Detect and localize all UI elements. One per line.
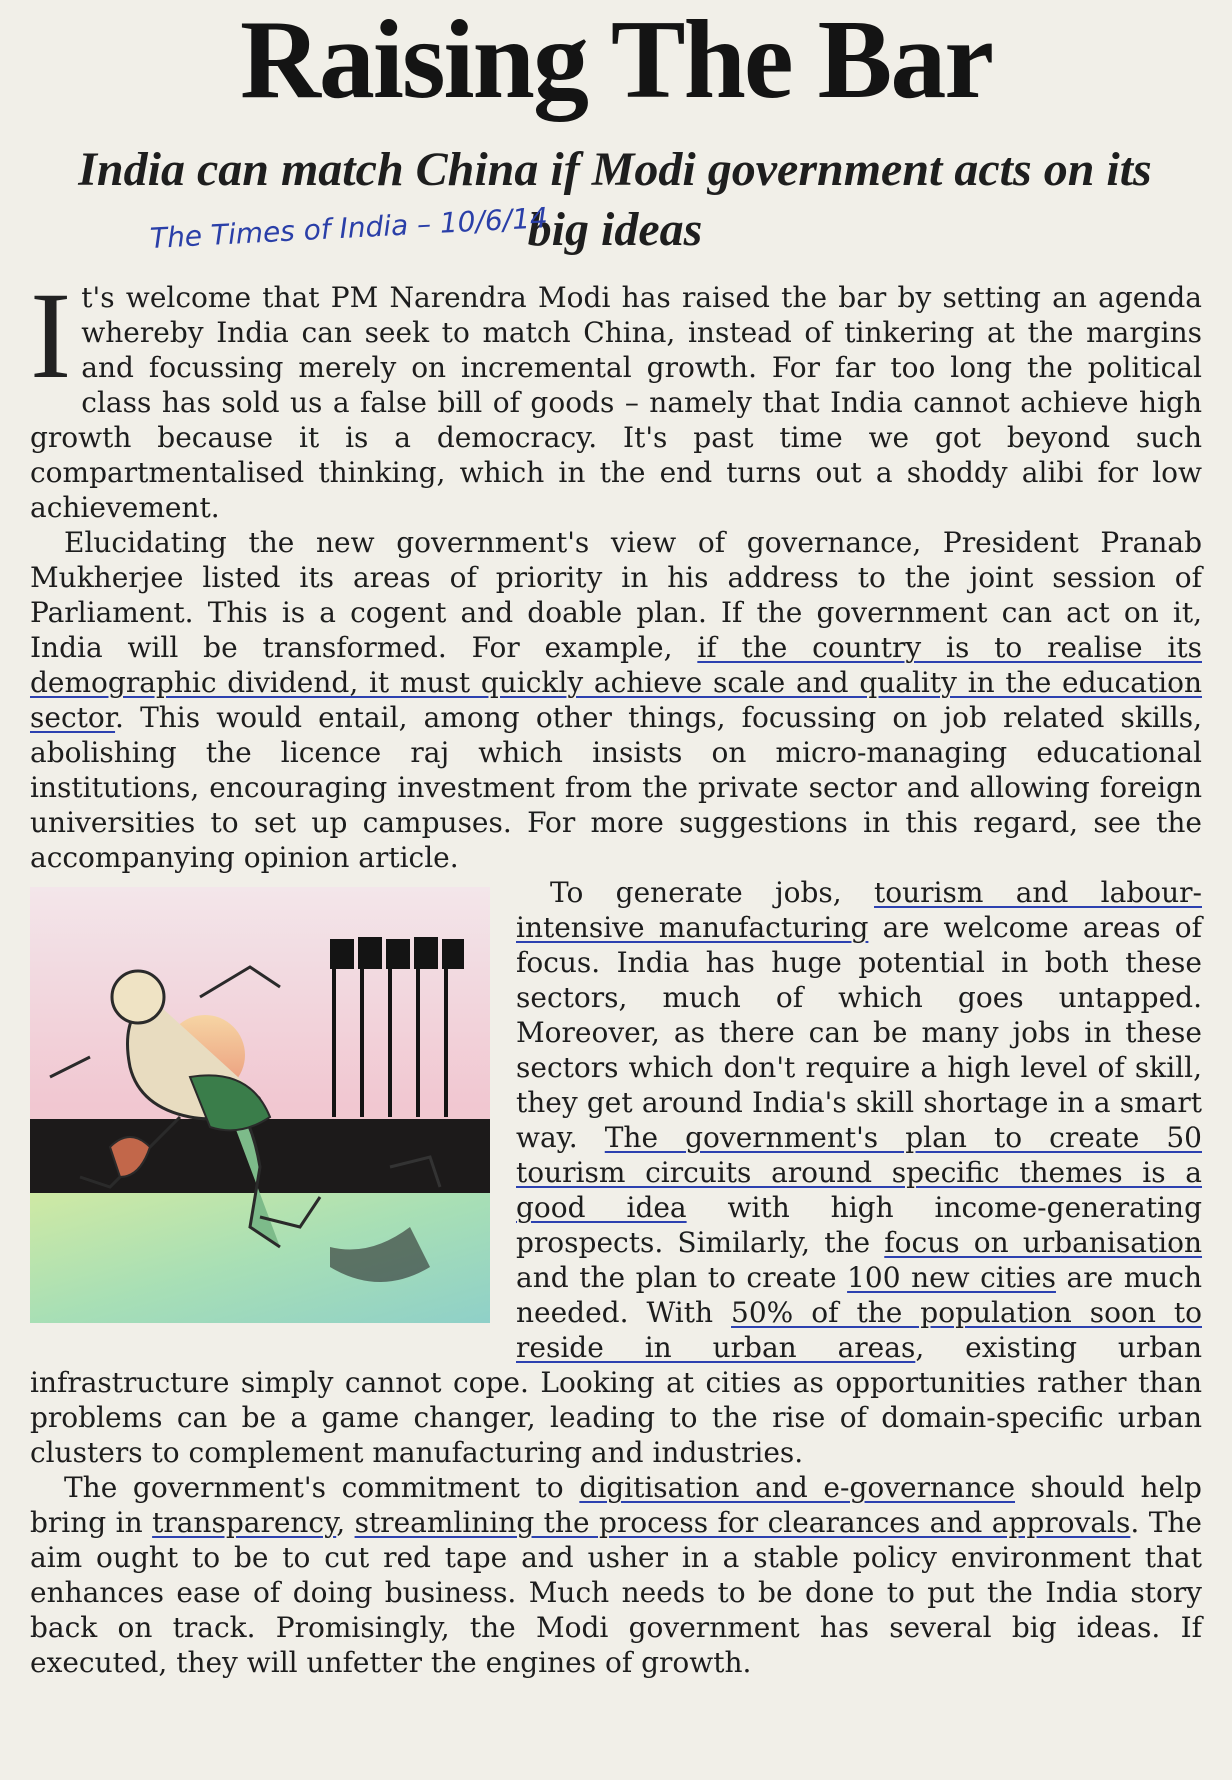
paragraph-2 <box>30 525 1202 875</box>
paragraph-1 <box>30 267 1202 525</box>
text-run: , existing urban infrastructure simply cannot cope. Looking at cities as opportunities rather than problems can be a game changer, leading to the rise of domain-specific urban clusters to complement manufacturing and industries. <box>30 1331 1202 1469</box>
text-run: Elucidating the new government's view of governance, President Pranab Mukherjee listed its areas of priority in his address to the joint session of Parliament. This is a cogent and doable plan. If the government can act on it, India will be transformed. For example, <box>30 526 1202 664</box>
underlined-text: streamlining the process for clearances and approvals <box>354 1506 1131 1539</box>
sprinter-illustration-icon <box>30 887 490 1323</box>
text-run: should help bring in <box>30 1471 1202 1539</box>
underlined-text: digitisation and e-governance <box>579 1471 1016 1504</box>
handwritten-source-note: The Times of India – 10/6/14 <box>149 201 549 255</box>
text-run: with high income-generating prospects. Similarly, the <box>516 1191 1202 1259</box>
underlined-text: 50% of the population soon to reside in urban areas <box>516 1296 1202 1364</box>
underlined-text: transparency <box>152 1506 337 1539</box>
underlined-text: focus on urbanisation <box>884 1226 1203 1259</box>
headline: Raising The Bar <box>239 0 993 122</box>
paragraph-1-text: t's welcome that PM Narendra Modi has raised the bar by setting an agenda whereby India can seek to match China, instead of tinkering at the margins and focussing merely on incremental growth. For far too long the political class has sold us a false bill of goods – namely that India cannot achieve high growth because it is a democracy. It's past time we got beyond such compartmentalised thinking, which in the end turns out a shoddy alibi for low achievement. <box>30 281 1202 524</box>
paragraph-4 <box>30 1470 1202 1680</box>
article-body <box>30 267 1203 1680</box>
text-run: . The aim ought to be to cut red tape and usher in a stable policy environment that enhances ease of doing business. Much needs to be done to put the India story back on track. Promisingly, the Modi government has several big ideas. If executed, they will unfetter the engines of growth. <box>30 1506 1202 1679</box>
text-run: and the plan to create <box>516 1261 848 1294</box>
text-run: The government's commitment to <box>64 1471 580 1504</box>
text-run: To generate jobs, <box>550 876 875 909</box>
illustration-svg <box>30 887 490 1323</box>
drop-cap: I <box>30 267 72 404</box>
text-run: are much needed. With <box>516 1261 1202 1329</box>
text-run: , <box>336 1506 355 1539</box>
underlined-text: if the country is to realise its demographic dividend, it must quickly achieve scale and quality in the education sector <box>30 631 1202 734</box>
deck-subheadline: India can match China if Modi government acts on its big ideas <box>78 143 1152 256</box>
underlined-text: The government's plan to create 50 tourism circuits around specific themes is a good idea <box>516 1121 1202 1224</box>
text-run: . This would entail, among other things, focussing on job related skills, abolishing the licence raj which insists on micro-managing educational institutions, encouraging investment from the private sector and allowing foreign universities to set up campuses. For more suggestions in this regard, see the accompanying opinion article. <box>30 701 1202 874</box>
underlined-text: 100 new cities <box>847 1261 1056 1294</box>
text-run: are welcome areas of focus. India has huge potential in both these sectors, much of which goes untapped. Moreover, as there can be many jobs in these sectors which don't require a high level of skill, they get around India's skill shortage in a smart way. <box>516 911 1202 1154</box>
underlined-text: tourism and labour-intensive manufacturing <box>516 876 1202 944</box>
